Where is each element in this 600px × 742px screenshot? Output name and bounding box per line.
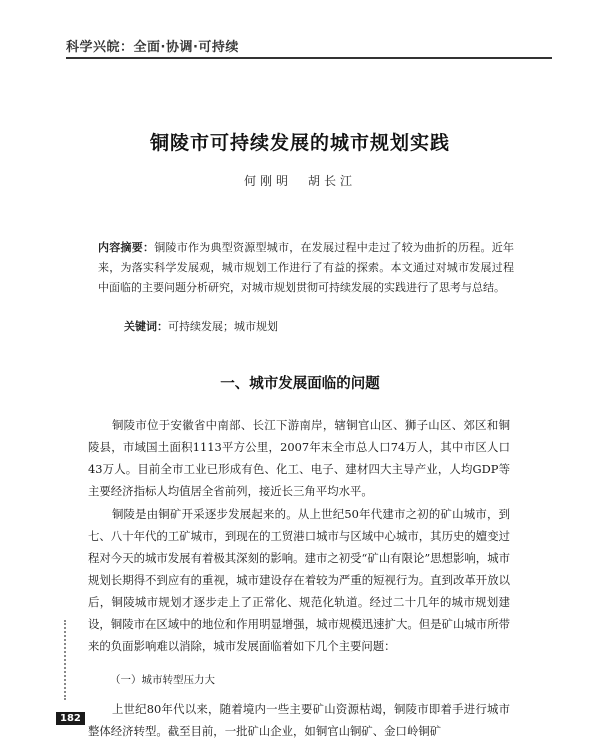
margin-dotted-line xyxy=(64,620,66,700)
body-paragraph-3: 上世纪80年代以来，随着境内一些主要矿山资源枯竭，铜陵市即着手进行城市整体经济转型。截至目前，一批矿山企业，如铜官山铜矿、金口岭铜矿 xyxy=(88,702,510,738)
article-title: 铜陵市可持续发展的城市规划实践 xyxy=(149,132,450,154)
header-rule xyxy=(66,57,552,59)
keywords xyxy=(124,318,524,334)
abstract xyxy=(98,238,514,298)
body-paragraph-2: 铜陵是由铜矿开采逐步发展起来的。从上世纪50年代建市之初的矿山城市，到七、八十年代的工矿城市，到现在的工贸港口城市与区域中心城市，其历史的嬗变过程对今天的城市发展有着极其深刻的影响。建市之初受“矿山有限论”思想影响，城市规划长期得不到应有的重视，城市建设存在着较为严重的短视行为。直到改革开放以后，铜陵城市规划才逐步走上了正常化、规范化轨道。经过二十几年的城市规划建设，铜陵市在区域中的地位和作用明显增强，城市规模迅速扩大。但是矿山城市所带来的负面影响难以消除，城市发展面临着如下几个主要问题： xyxy=(88,507,510,653)
section-heading: 一、城市发展面临的问题 xyxy=(220,376,380,392)
running-header: 科学兴皖：全面·协调·可持续 xyxy=(66,40,239,55)
page-number: 182 xyxy=(56,712,85,725)
abstract-label: 内容摘要： xyxy=(98,241,155,254)
keywords-text: 可持续发展；城市规划 xyxy=(168,320,278,333)
keywords-label: 关键词： xyxy=(124,320,168,333)
article-authors: 何刚明 胡长江 xyxy=(243,174,356,188)
abstract-text: 铜陵市作为典型资源型城市，在发展过程中走过了较为曲折的历程。近年来，为落实科学发展观，城市规划工作进行了有益的探索。本文通过对城市发展过程中面临的主要问题分析研究，对城市规划贯彻可持续发展的实践进行了思考与总结。 xyxy=(98,241,514,294)
body-paragraph-1: 铜陵市位于安徽省中南部、长江下游南岸，辖铜官山区、狮子山区、郊区和铜陵县，市域国土面积1113平方公里，2007年末全市总人口74万人，其中市区人口43万人。目前全市工业已形成有色、化工、电子、建材四大主导产业，人均GDP等主要经济指标人均值居全省前列，接近长三角平均水平。 xyxy=(88,418,510,498)
subsection-heading: （一）城市转型压力大 xyxy=(110,674,215,686)
